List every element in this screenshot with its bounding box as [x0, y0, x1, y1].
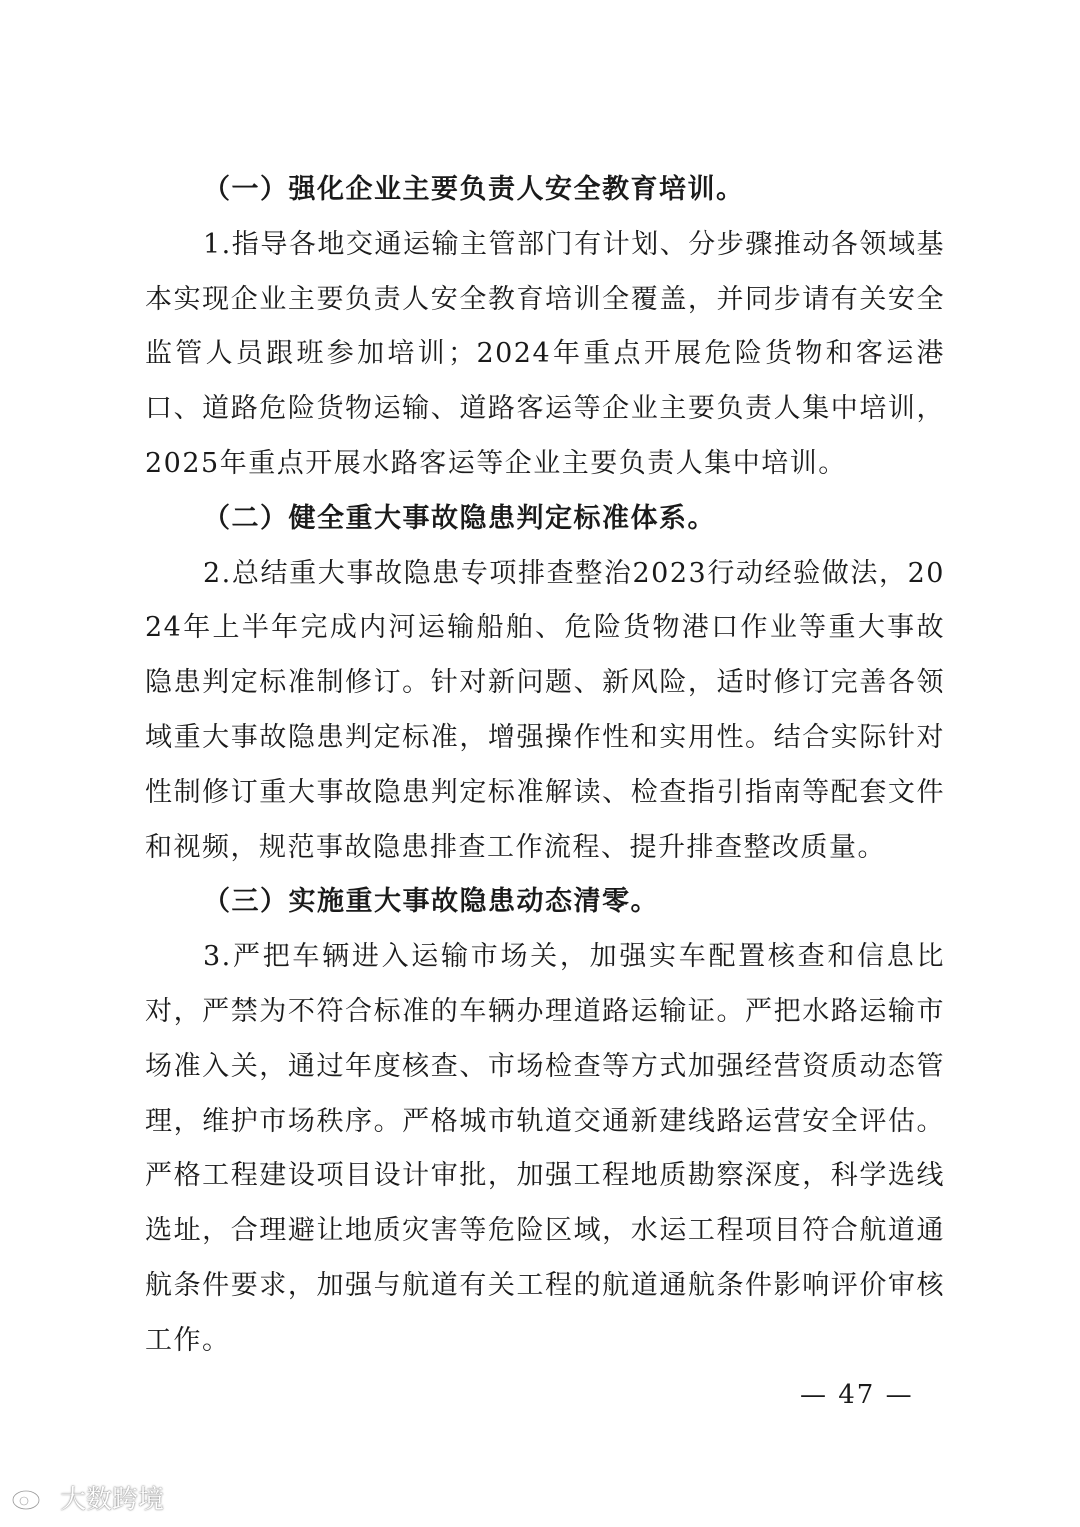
section-heading-1: （一）强化企业主要负责人安全教育培训。 — [203, 174, 745, 205]
document-body — [145, 163, 945, 1369]
section-heading-2: （二）健全重大事故隐患判定标准体系。 — [203, 502, 716, 534]
page-number: — 47 — — [800, 1380, 914, 1410]
section-heading-3: （三）实施重大事故隐患动态清零。 — [203, 886, 659, 918]
section-body-1: 1.指导各地交通运输主管部门有计划、分步骤推动各领域基本实现企业主要负责人安全教育培训全覆盖，并同步请有关安全监管人员跟班参加培训；2024年重点开展危险货物和客运港口、道路危险货物运输、道路客运等企业主要负责人集中培训，2025年重点开展水路客运等企业主要负责人集中培训。 — [145, 228, 945, 479]
weibo-logo-icon — [10, 1483, 54, 1511]
watermark — [10, 1480, 164, 1514]
section-body-2: 2.总结重大事故隐患专项排查整治2023行动经验做法，2024年上半年完成内河运输船舶、危险货物港口作业等重大事故隐患判定标准制修订。针对新问题、新风险，适时修订完善各领域重大事故隐患判定标准，增强操作性和实用性。结合实际针对性制修订重大事故隐患判定标准解读、检查指引指南等配套文件和视频，规范事故隐患排查工作流程、提升排查整改质量。 — [145, 557, 945, 863]
section-body-3: 3.严把车辆进入运输市场关，加强实车配置核查和信息比对，严禁为不符合标准的车辆办理道路运输证。严把水路运输市场准入关，通过年度核查、市场检查等方式加强经营资质动态管理，维护市场秩序。严格城市轨道交通新建线路运营安全评估。严格工程建设项目设计审批，加强工程地质勘察深度，科学选线选址，合理避让地质灾害等危险区域，水运工程项目符合航道通航条件要求，加强与航道有关工程的航道通航条件影响评价审核工作。 — [145, 941, 945, 1356]
watermark-text: 大数跨境 — [60, 1484, 165, 1515]
